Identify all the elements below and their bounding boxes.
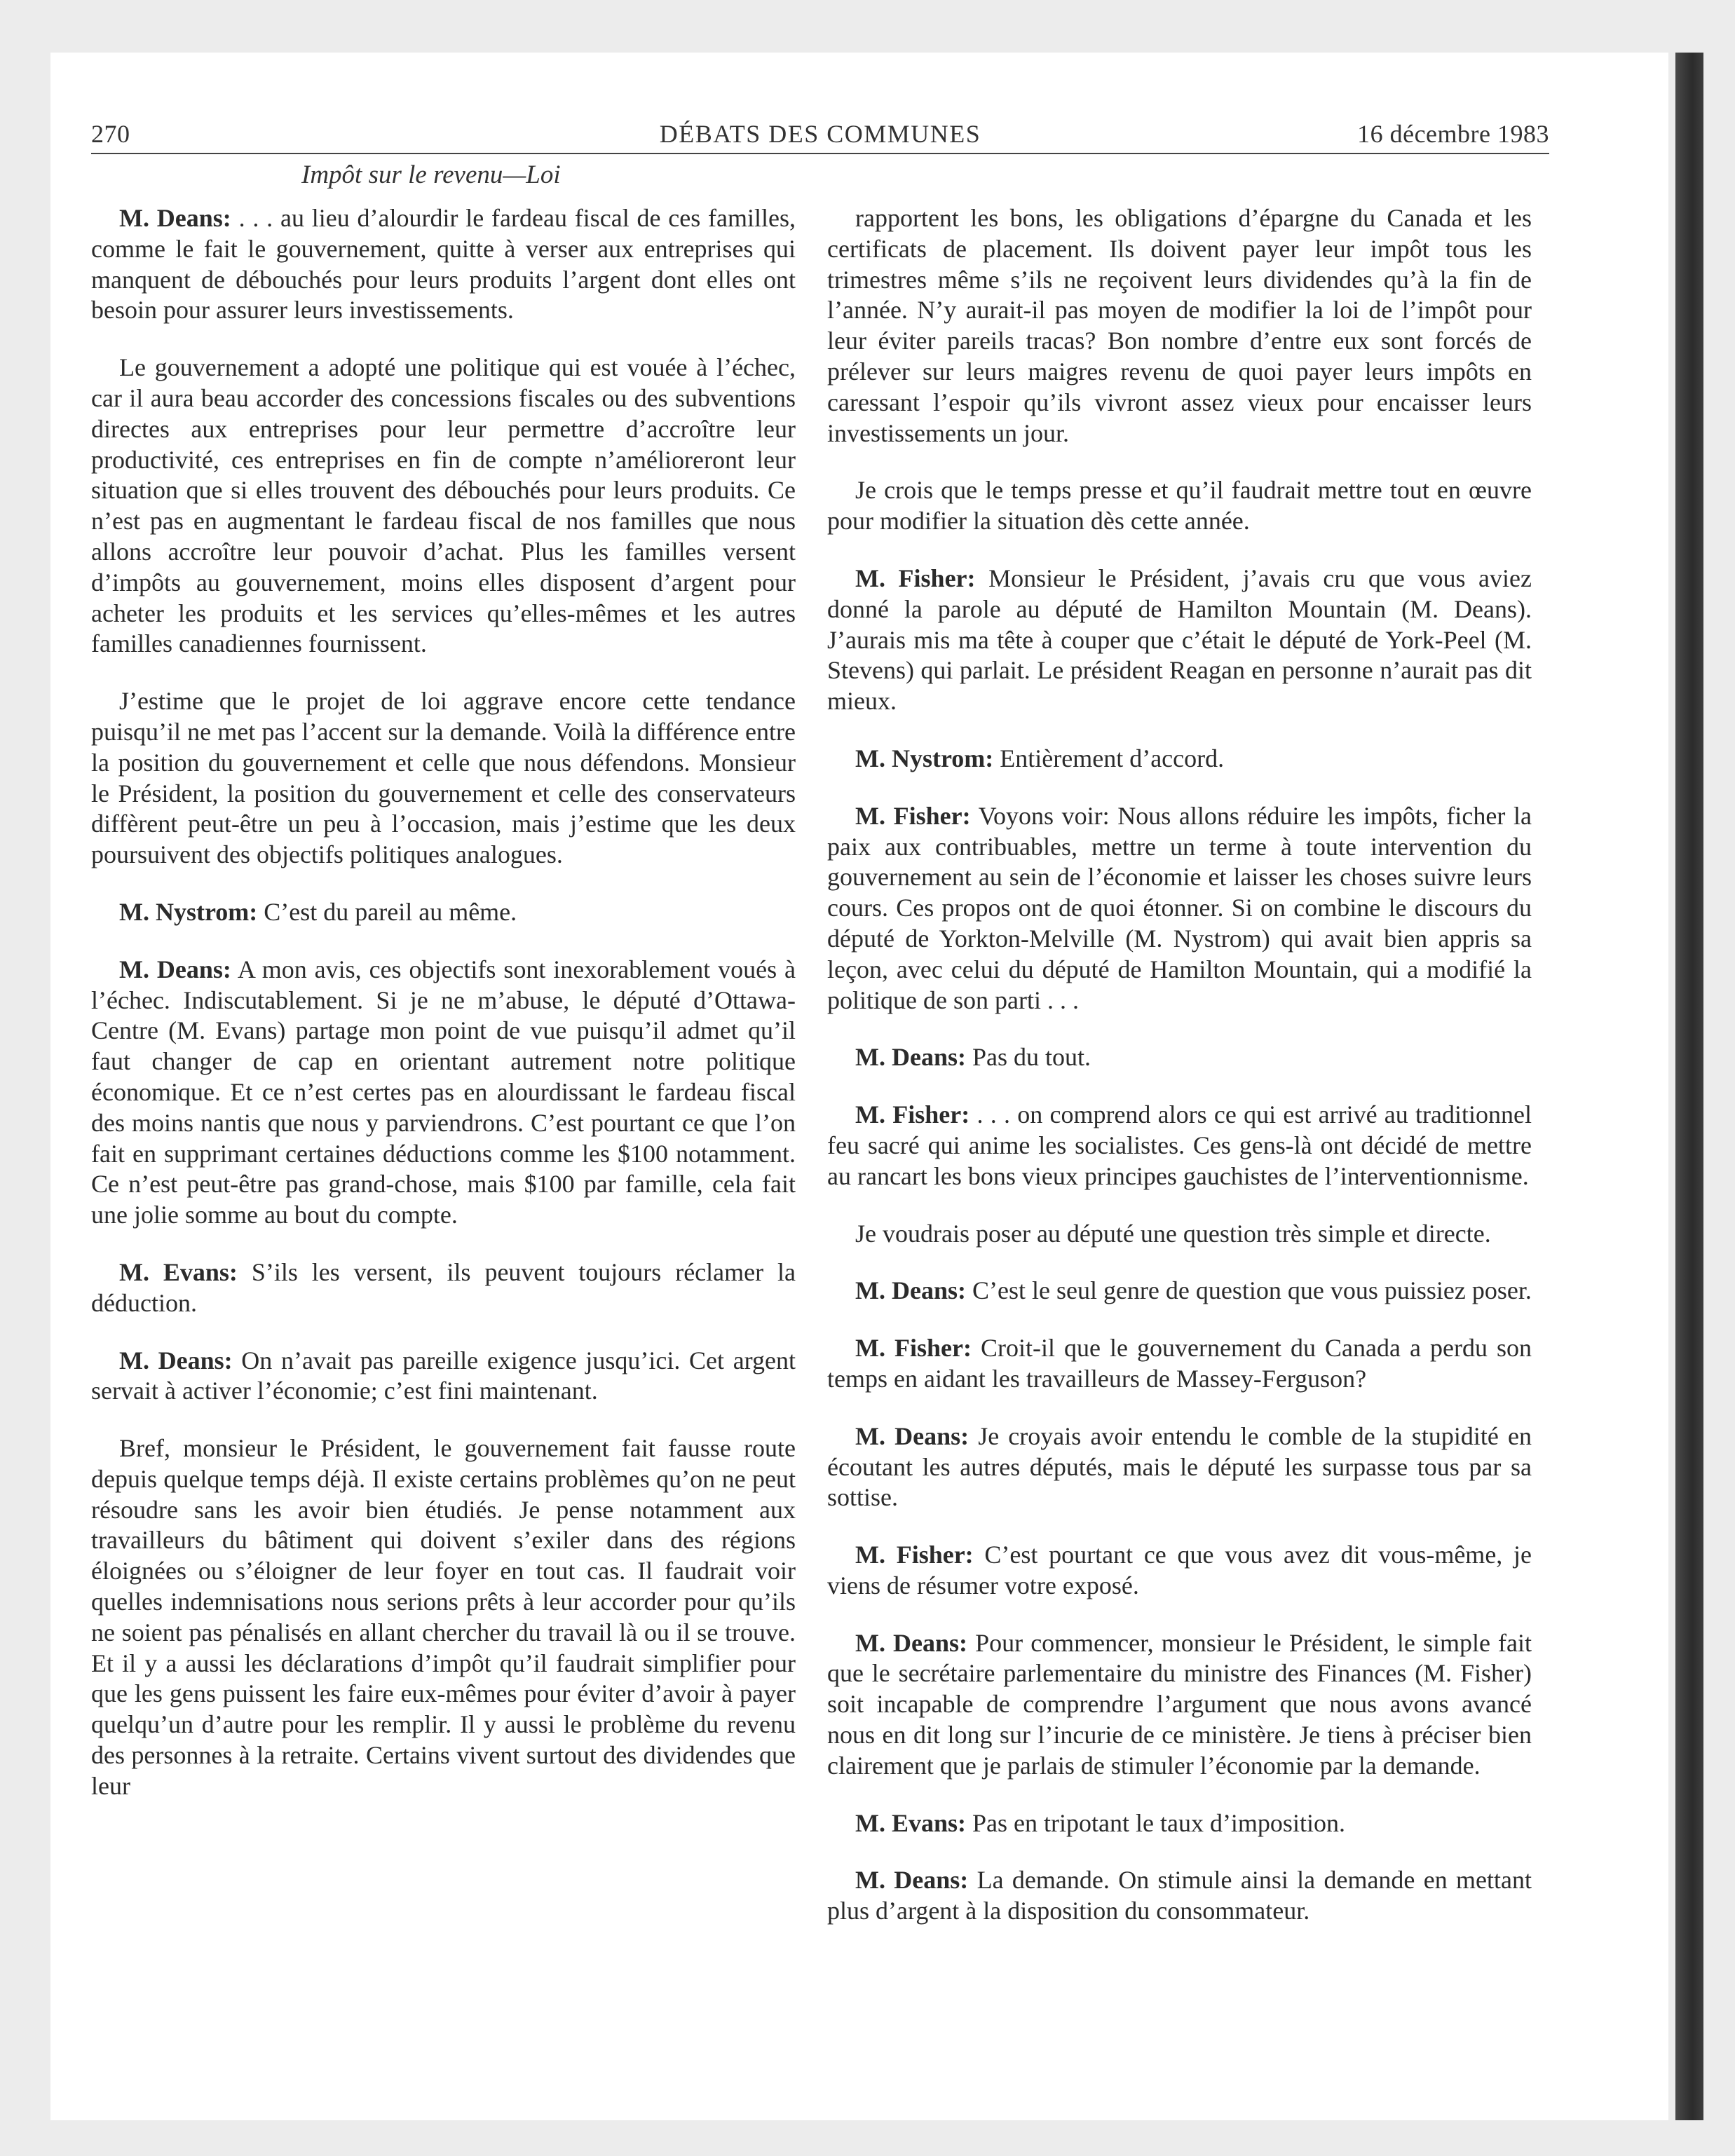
speaker-name: M. Nystrom:: [855, 744, 994, 772]
paragraph-text: . . . on comprend alors ce qui est arrivé au traditionnel feu sacré qui anime les socialistes. Ces gens-là ont décidé de mettre au rancart les bons vieux principes gauchistes de l’interventionnisme.: [827, 1100, 1532, 1190]
paragraph-text: On n’avait pas pareille exigence jusqu’ici. Cet argent servait à activer l’économie; c’est fini maintenant.: [91, 1346, 796, 1405]
paragraph-text: C’est pourtant ce que vous avez dit vous-même, je viens de résumer votre exposé.: [827, 1541, 1532, 1599]
paragraph-text: Entièrement d’accord.: [993, 744, 1225, 772]
speaker-name: M. Evans:: [119, 1257, 238, 1286]
paragraph: [827, 1865, 1532, 1927]
speaker-name: M. Deans:: [119, 1346, 233, 1374]
page-number: 270: [91, 120, 130, 148]
speaker-name: M. Fisher:: [855, 1541, 974, 1569]
speaker-name: M. Deans:: [855, 1628, 968, 1657]
paragraph-text: Voyons voir: Nous allons réduire les impôts, ficher la paix aux contribuables, mettre un terme à toute intervention du gouvernement au sein de l’économie et laisser les choses suivre leurs cours. Ces propos ont de quoi étonner. Si on combine le discours du député de Yorkton-Melville (M. Nystrom) qui avait bien appris sa leçon, avec celui du député de Hamilton Mountain, qui a modifié la politique de son parti . . .: [827, 801, 1532, 1014]
paragraph-text: Bref, monsieur le Président, le gouvernement fait fausse route depuis quelque temps déjà. Il existe certains problèmes qu’on ne peut résoudre sans les avoir bien étudiés. Je pense notamment aux travailleurs du bâtiment qui doivent s’exiler dans des régions éloignées ou s’éloigner de leur foyer en tout cas. Il faudrait voir quelles indemnisations nous serions prêts à leur accorder pour qu’ils ne soient pas pénalisés en allant chercher du travail là ou il se trouve. Et il y a aussi les déclarations d’impôt qu’il faudrait simplifier pour que les gens puissent les faire eux-mêmes pour éviter d’avoir à payer quelqu’un d’autre pour les remplir. Il y aussi le problème du revenu des personnes à la retraite. Certains vivent surtout des dividendes que leur: [91, 1434, 796, 1800]
paragraph: [827, 1219, 1532, 1250]
speaker-name: M. Fisher:: [855, 801, 971, 830]
paragraph: [827, 1276, 1532, 1306]
paragraph: [91, 1346, 796, 1407]
paragraph: [827, 744, 1532, 775]
page-edge-shadow: [1675, 53, 1703, 2120]
paragraph: [827, 1333, 1532, 1395]
paragraph-text: Pas en tripotant le taux d’imposition.: [966, 1808, 1345, 1837]
paragraph-text: . . . au lieu d’alourdir le fardeau fiscal de ces familles, comme le fait le gouvernement, quitte à verser aux entreprises qui manquent de débouchés pour leurs produits l’argent dont elles ont besoin pour assurer leurs investissements.: [91, 204, 796, 325]
speaker-name: M. Deans:: [119, 955, 231, 983]
paragraph: [827, 801, 1532, 1016]
paragraph: [827, 203, 1532, 449]
paragraph-text: Je voudrais poser au député une question très simple et directe.: [855, 1219, 1491, 1248]
paragraph-text: C’est du pareil au même.: [257, 897, 517, 926]
right-column: [827, 203, 1532, 1953]
paragraph: [827, 564, 1532, 717]
speaker-name: M. Deans:: [855, 1043, 966, 1072]
paragraph: [827, 1421, 1532, 1513]
speaker-name: M. Fisher:: [855, 1334, 972, 1363]
paragraph-text: Pas du tout.: [965, 1043, 1091, 1072]
section-subject: Impôt sur le revenu—Loi: [301, 161, 561, 189]
speaker-name: M. Deans:: [855, 1866, 969, 1895]
page-header: [91, 111, 1549, 154]
paragraph-text: C’est le seul genre de question que vous puissiez poser.: [965, 1276, 1532, 1305]
paragraph-text: Le gouvernement a adopté une politique qui est vouée à l’échec, car il aura beau accorder des concessions fiscales ou des subventions directes aux entreprises pour leur permettre d’accroître leur productivité, ces entreprises en fin de compte n’amélioreront leur situation que si elles trouvent des débouchés pour leurs produits. Ce n’est pas en augmentant le fardeau fiscal de nos familles que nous allons accroître leur pouvoir d’achat. Plus les familles versent d’impôts au gouvernement, moins elles disposent d’argent pour acheter les produits et les services qu’elles-mêmes et les autres familles canadiennes fournissent.: [91, 353, 796, 658]
paragraph: [827, 1042, 1532, 1073]
paragraph: [91, 1257, 796, 1319]
paragraph-text: Pour commencer, monsieur le Président, le simple fait que le secrétaire parlementaire du ministre des Finances (M. Fisher) soit incapable de comprendre l’argument que nous avons avancé nous en dit long sur l’incurie de ce ministère. Je tiens à préciser bien clairement que je parlais de stimuler l’économie par la demande.: [827, 1628, 1532, 1780]
speaker-name: M. Deans:: [855, 1421, 969, 1450]
paragraph: [827, 475, 1532, 537]
speaker-name: M. Nystrom:: [119, 897, 258, 926]
paragraph: [91, 897, 796, 928]
paragraph-text: Croit-il que le gouvernement du Canada a perdu son temps en aidant les travailleurs de Massey-Ferguson?: [827, 1334, 1532, 1393]
paragraph: [91, 686, 796, 871]
paragraph-text: J’estime que le projet de loi aggrave encore cette tendance puisqu’il ne met pas l’accent sur la demande. Voilà la différence entre la position du gouvernement et celle que nous défendons. Monsieur le Président, la position du gouvernement et celle des conservateurs diffèrent peut-être un peu à l’occasion, mais j’estime que les deux poursuivent des objectifs politiques analogues.: [91, 687, 796, 869]
paragraph: [91, 353, 796, 660]
speaker-name: M. Fisher:: [855, 1100, 970, 1129]
paragraph-text: Je crois que le temps presse et qu’il faudrait mettre tout en œuvre pour modifier la situation dès cette année.: [827, 476, 1532, 535]
paragraph-text: La demande. On stimule ainsi la demande en mettant plus d’argent à la disposition du consommateur.: [827, 1866, 1532, 1925]
paragraph: [91, 955, 796, 1231]
speaker-name: M. Deans:: [855, 1276, 966, 1305]
paragraph: [827, 1540, 1532, 1602]
speaker-name: M. Deans:: [119, 204, 231, 232]
speaker-name: M. Evans:: [855, 1808, 967, 1837]
left-column: [91, 203, 796, 1829]
speaker-name: M. Fisher:: [855, 564, 976, 592]
paragraph: [91, 1433, 796, 1802]
publication-title: DÉBATS DES COMMUNES: [659, 120, 981, 148]
paragraph-text: A mon avis, ces objectifs sont inexorablement voués à l’échec. Indiscutablement. Si je ne m’abuse, le député d’Ottawa-Centre (M. Evans) partage mon point de vue puisqu’il admet qu’il faut changer de cap en orientant autrement notre politique économique. Et ce n’est certes pas en alourdissant le fardeau fiscal des moins nantis que nous y parviendrons. C’est pourtant ce que l’on fait en supprimant certaines déductions comme les $100 notamment. Ce n’est peut-être pas grand-chose, mais $100 par famille, cela fait une jolie somme au bout du compte.: [91, 955, 796, 1229]
publication-date: 16 décembre 1983: [1357, 120, 1549, 148]
paragraph: [827, 1628, 1532, 1782]
paragraph-text: Je croyais avoir entendu le comble de la stupidité en écoutant les autres députés, mais le député les surpasse tous par sa sottise.: [827, 1421, 1532, 1512]
paragraph-text: Monsieur le Président, j’avais cru que vous aviez donné la parole au député de Hamilton Mountain (M. Deans). J’aurais mis ma tête à couper que c’était le député de York-Peel (M. Stevens) qui parlait. Le président Reagan en personne n’aurait pas dit mieux.: [827, 564, 1532, 716]
paragraph: [91, 203, 796, 326]
paragraph-text: rapportent les bons, les obligations d’épargne du Canada et les certificats de placement. Ils doivent payer leur impôt tous les trimestres même s’ils ne reçoivent leurs dividendes qu’à la fin de l’année. N’y aurait-il pas moyen de modifier la loi de l’impôt pour leur éviter pareils tracas? Bon nombre d’entre eux sont forcés de prélever sur leurs maigres revenu de quoi payer leurs impôts en caressant l’espoir qu’ils vivront assez vieux pour encaisser leurs investissements un jour.: [827, 204, 1532, 447]
paragraph: [827, 1808, 1532, 1839]
paragraph: [827, 1100, 1532, 1192]
paragraph-text: S’ils les versent, ils peuvent toujours réclamer la déduction.: [91, 1257, 796, 1317]
